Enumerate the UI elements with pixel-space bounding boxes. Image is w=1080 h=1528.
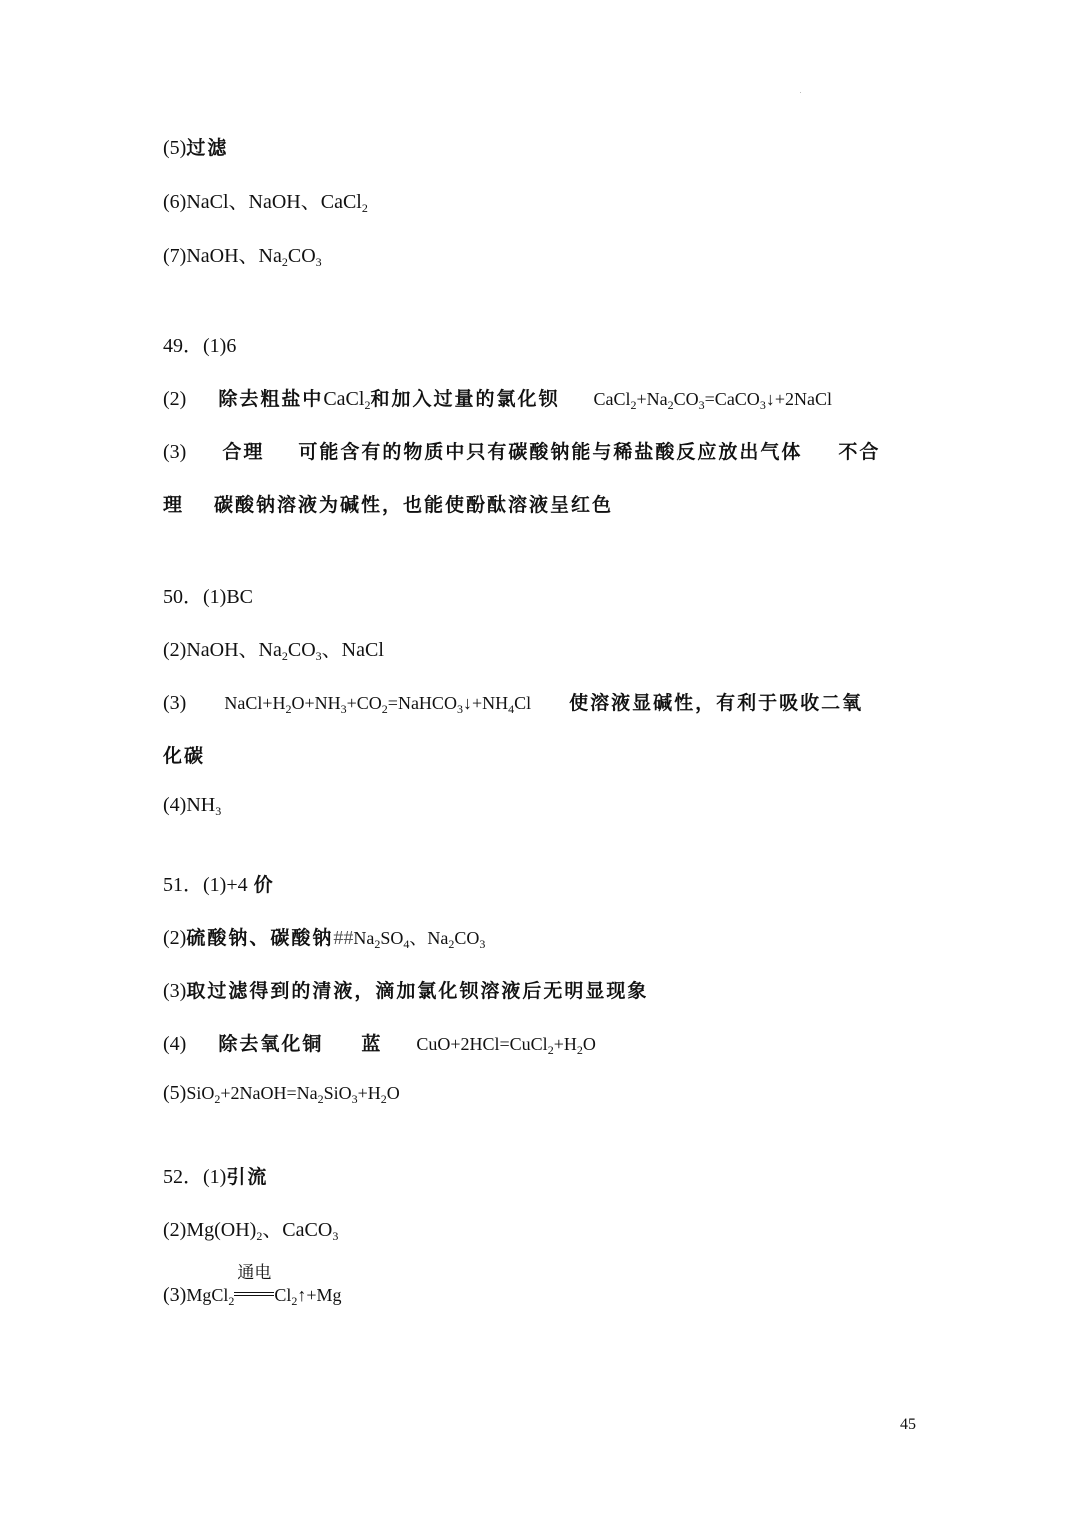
answer-line-7 xyxy=(163,243,322,269)
answer-text: 理 xyxy=(163,494,185,516)
item-label: (5) xyxy=(163,1082,187,1104)
q50-line-2 xyxy=(163,637,384,663)
item-label: (3) xyxy=(163,692,187,714)
item-label: (2) xyxy=(163,388,187,410)
q49-line-2 xyxy=(163,386,832,412)
item-label: (3) xyxy=(163,1284,187,1306)
chemical-equation: MgCl$_2$ 通电 $Cl_2↑+Mg$ xyxy=(186,1285,341,1305)
subscript: 2 xyxy=(364,398,371,412)
formula: $Na_2SO_4$、$Na_2CO_3$ xyxy=(353,928,486,951)
item-label: (3) xyxy=(163,441,187,463)
answer-text: (6)NaCl、NaOH、CaCl xyxy=(163,191,362,213)
item-label: (4) xyxy=(163,1033,187,1055)
answer-text: CO xyxy=(287,639,316,661)
answer-line-6 xyxy=(163,189,368,215)
question-number: 51．(1)+4 xyxy=(163,874,248,896)
q51-heading xyxy=(163,872,275,898)
subscript: 2 xyxy=(281,255,288,269)
answer-text: 价 xyxy=(253,874,275,896)
subscript: 3 xyxy=(332,1229,339,1243)
q51-line-4 xyxy=(163,1031,596,1057)
answer-text: (2)NaOH、Na xyxy=(163,639,282,661)
answer-text: 过滤 xyxy=(186,137,229,159)
q49-line-3 xyxy=(163,439,880,465)
q51-line-5 xyxy=(163,1080,400,1106)
answer-text: 不合 xyxy=(838,441,881,463)
answer-text: 化碳 xyxy=(163,745,206,767)
answer-text: 蓝 xyxy=(361,1033,383,1055)
answer-text: CO xyxy=(287,245,316,267)
answer-text: 引流 xyxy=(226,1166,269,1188)
answer-text: 合理 xyxy=(222,441,265,463)
separator: ## xyxy=(333,927,354,949)
page-number: 45 xyxy=(900,1416,916,1433)
chemical-equation: $CaCl_2+Na_2CO_3=CaCO_3↓+2NaCl$ xyxy=(593,389,832,412)
q50-line-3 xyxy=(163,690,863,716)
subscript: 3 xyxy=(315,255,322,269)
answer-text: 和加入过量的氯化钡 xyxy=(370,388,560,410)
q50-line-4 xyxy=(163,743,205,769)
answer-text: 使溶液显碱性，有利于吸收二氧 xyxy=(569,692,864,714)
question-number: 50．(1)BC xyxy=(163,586,253,608)
subscript: 2 xyxy=(361,201,368,215)
question-number: 49．(1)6 xyxy=(163,335,237,357)
item-label: (3) xyxy=(163,980,187,1002)
subscript: 2 xyxy=(256,1229,263,1243)
reaction-condition xyxy=(234,1263,274,1308)
equals-bar xyxy=(234,1292,274,1296)
chemical-equation: $SiO_2+2NaOH=Na_2SiO_3+H_2O$ xyxy=(186,1083,400,1106)
formula: CaCl xyxy=(323,388,365,410)
q50-heading xyxy=(163,584,253,610)
answer-text: 可能含有的物质中只有碳酸钠能与稀盐酸反应放出气体 xyxy=(298,441,803,463)
q52-line-2 xyxy=(163,1217,338,1243)
question-number: 52．(1) xyxy=(163,1166,227,1188)
scan-speck xyxy=(800,92,801,93)
answer-text: 碳酸钠溶液为碱性，也能使酚酞溶液呈红色 xyxy=(214,494,614,516)
subscript: 3 xyxy=(215,804,222,818)
q49-heading xyxy=(163,333,236,359)
answer-line-5 xyxy=(163,135,228,161)
item-label: (5) xyxy=(163,137,187,159)
subscript: 3 xyxy=(315,649,322,663)
answer-text: 硫酸钠、碳酸钠 xyxy=(186,927,334,949)
answer-text: (7)NaOH、Na xyxy=(163,245,282,267)
answer-text: (4)NH xyxy=(163,794,216,816)
q49-line-4 xyxy=(163,492,613,518)
item-label: (2) xyxy=(163,927,187,949)
condition-label: 通电 xyxy=(237,1263,272,1283)
answer-text: 、CaCO xyxy=(262,1219,333,1241)
subscript: 2 xyxy=(281,649,288,663)
answer-text: 取过滤得到的清液，滴加氯化钡溶液后无明显现象 xyxy=(186,980,649,1002)
chemical-equation: $CuO+2HCl=CuCl_2+H_2O$ xyxy=(416,1034,596,1057)
answer-text: 、NaCl xyxy=(321,639,384,661)
q52-line-3 xyxy=(163,1263,342,1308)
q51-line-2 xyxy=(163,925,485,951)
q50-line-5 xyxy=(163,792,221,818)
answer-text: 除去粗盐中 xyxy=(218,388,324,410)
answer-text: 除去氧化铜 xyxy=(218,1033,324,1055)
q51-line-3 xyxy=(163,978,648,1004)
q52-heading xyxy=(163,1164,268,1190)
answer-text: (2)Mg(OH) xyxy=(163,1219,257,1241)
chemical-equation: $NaCl+H_2O+NH_3+CO_2=NaHCO_3↓+NH_4Cl$ xyxy=(224,693,532,716)
